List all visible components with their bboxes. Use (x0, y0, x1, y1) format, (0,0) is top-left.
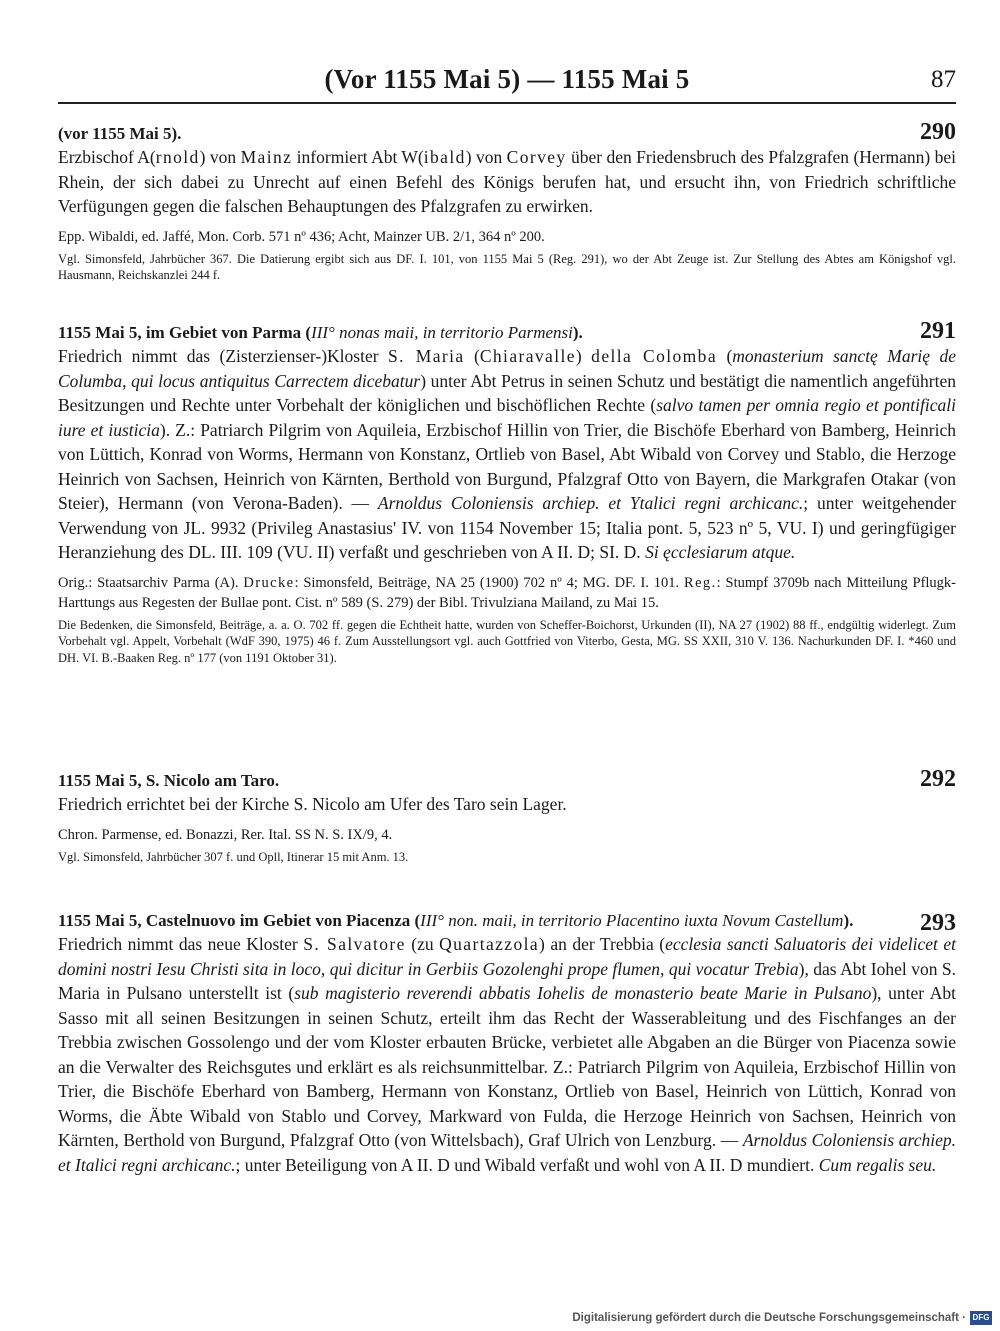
entry-number: 290 (920, 119, 956, 145)
page-number: 87 (931, 66, 956, 93)
entry-date: 1155 Mai 5, S. Nicolo am Taro. (58, 771, 280, 790)
regest-entry-290 (58, 119, 957, 284)
entry-body: Friedrich nimmt das (Zisterzienser-)Kloster S. Maria (Chiaravalle) della Colomba (monasterium sanctę Marię de Columba, qui locus antiquitus Carrectem dicebatur) unter Abt Petrus in seinen Schutz und bestätigt die namentlich angeführten Besitzungen und Rechte unter Vorbehalt der königlichen und bischöflichen Rechte (salvo tamen per omnia regio et pontificali iure et iusticia). Z.: Patriarch Pilgrim von Aquileia, Erzbischof Hillin von Trier, die Bischöfe Eberhard von Bamberg, Heinrich von Lüttich, Konrad von Worms, Hermann von Konstanz, Ortlieb von Basel, Abt Wibald von Corvey und Stablo, die Herzoge Heinrich von Sachsen, Heinrich von Kärnten, Berthold von Burgund, Pfalzgraf Otto von Bayern, die Markgrafen Otakar (von Steier), Hermann (von Verona-Baden). — Arnoldus Coloniensis archiep. et Ytalici regni archicanc.; unter weitgehender Verwendung von JL. 9932 (Privileg Anastasius' IV. von 1154 November 15; Italia pont. 5, 523 nº 5, VU. I) und geringfügiger Heranziehung des DL. III. 109 (VU. II) verfaßt und geschrieben von A II. D; SI. D. Si ęcclesiarum atque. (58, 346, 957, 562)
entry-number: 292 (920, 766, 956, 792)
entry-sources: Epp. Wibaldi, ed. Jaffé, Mon. Corb. 571 nº 436; Acht, Mainzer UB. 2/1, 364 nº 200. (58, 228, 545, 245)
entry-heading: 1155 Mai 5, Castelnuovo im Gebiet von Piacenza (III° non. maii, in territorio Placentino iuxta Novum Castellum). 293 (58, 910, 956, 936)
running-header (58, 62, 956, 104)
entry-number: 291 (920, 318, 956, 344)
regest-entry-291 (58, 318, 957, 666)
entry-notes: Vgl. Simonsfeld, Jahrbücher 307 f. und Opll, Itinerar 15 mit Anm. 13. (58, 849, 409, 864)
entry-sources: Orig.: Staatsarchiv Parma (A). Drucke: Simonsfeld, Beiträge, NA 25 (1900) 702 nº 4; MG. DF. I. 101. Reg.: Stumpf 3709b nach Mitteilung Pflugk-Harttungs aus Regesten der Bullae pont. Cist. nº 589 (S. 279) der Bibl. Trivulziana Mailand, zu Mai 15. (58, 574, 956, 611)
entry-date: (vor 1155 Mai 5). (58, 124, 182, 143)
entry-heading: 1155 Mai 5, im Gebiet von Parma (III° nonas maii, in territorio Parmensi). 291 (58, 318, 956, 344)
entry-notes: Die Bedenken, die Simonsfeld, Beiträge, a. a. O. 702 ff. gegen die Echtheit hatte, wurden von Scheffer-Boichorst, Urkunden (II), NA 27 (1902) 88 ff., endgültig widerlegt. Zum Vorbehalt vgl. Appelt, Vorbehalt (WdF 390, 1975) 46 f. Zum Ausstellungsort vgl. auch Gottfried von Viterbo, Gesta, MG. SS XXII, 310 V. 136. Nachurkunden DF. I. *460 und DH. VI. B.-Baaken Reg. nº 177 (von 1191 Oktober 31). (58, 617, 956, 665)
entry-sources: Chron. Parmense, ed. Bonazzi, Rer. Ital. SS N. S. IX/9, 4. (58, 826, 393, 843)
footer-text: Digitalisierung gefördert durch die Deutsche Forschungsgemeinschaft · (572, 1312, 966, 1324)
entry-body: Friedrich errichtet bei der Kirche S. Nicolo am Ufer des Taro sein Lager. (58, 794, 567, 814)
dfg-logo-icon: DFG (970, 1311, 992, 1325)
entry-notes: Vgl. Simonsfeld, Jahrbücher 367. Die Datierung ergibt sich aus DF. I. 101, von 1155 Mai 5 (Reg. 291), wo der Abt Zeuge ist. Zur Stellung des Abtes am Königshof vgl. Hausmann, Reichskanzlei 244 f. (58, 251, 956, 282)
entry-body: Erzbischof A(rnold) von Mainz informiert Abt W(ibald) von Corvey über den Friedensbruch des Pfalzgrafen (Hermann) bei Rhein, der sich dabei zu Unrecht auf einen Befehl des Königs berufen hat, und ersucht ihn, von Friedrich schriftliche Verfügungen gegen die falschen Behauptungen des Pfalzgrafen zu erwirken. (58, 147, 957, 216)
entry-heading (58, 766, 956, 792)
regest-entry-293 (58, 910, 956, 1177)
entry-heading (58, 119, 956, 145)
header-title: (Vor 1155 Mai 5) — 1155 Mai 5 (324, 64, 690, 94)
regest-entry-292 (58, 766, 956, 865)
entry-body: Friedrich nimmt das neue Kloster S. Salvatore (zu Quartazzola) an der Trebbia (ecclesia sancti Saluatoris dei videlicet et domini nostri Iesu Christi sita in loco, qui dicitur in Gerbiis Gozolenghi prope flumen, qui vocatur Trebia), das Abt Iohel von S. Maria in Pulsano unterstellt ist (sub magisterio reverendi abbatis Iohelis de monasterio beate Marie in Pulsano), unter Abt Sasso mit all seinen Besitzungen in seinen Schutz, erteilt ihm das Recht der Wasserableitung und des Fischfanges an der Trebbia zwischen Gossolengo und der vom Kloster erbauten Brücke, verbietet alle Abgaben an die Bürger von Piacenza sowie an die Verwalter des Reichsgutes und erklärt es als reichsunmittelbar. Z.: Patriarch Pilgrim von Aquileia, Erzbischof Hillin von Trier, die Bischöfe Eberhard von Bamberg, Hermann von Konstanz, Ortlieb von Basel, Heinrich von Lüttich, Konrad von Worms, die Äbte Wibald von Stablo und Corvey, Markward von Fulda, die Herzoge Heinrich von Sachsen, Heinrich von Kärnten, Berthold von Burgund, Pfalzgraf Otto (von Wittelsbach), Graf Ulrich von Lenzburg. — Arnoldus Coloniensis archiep. et Italici regni archicanc.; unter Beteiligung von A II. D und Wibald verfaßt und wohl von A II. D mundiert. Cum regalis seu. (58, 934, 956, 1175)
digitization-footer (572, 1311, 992, 1325)
entry-number: 293 (920, 910, 956, 936)
